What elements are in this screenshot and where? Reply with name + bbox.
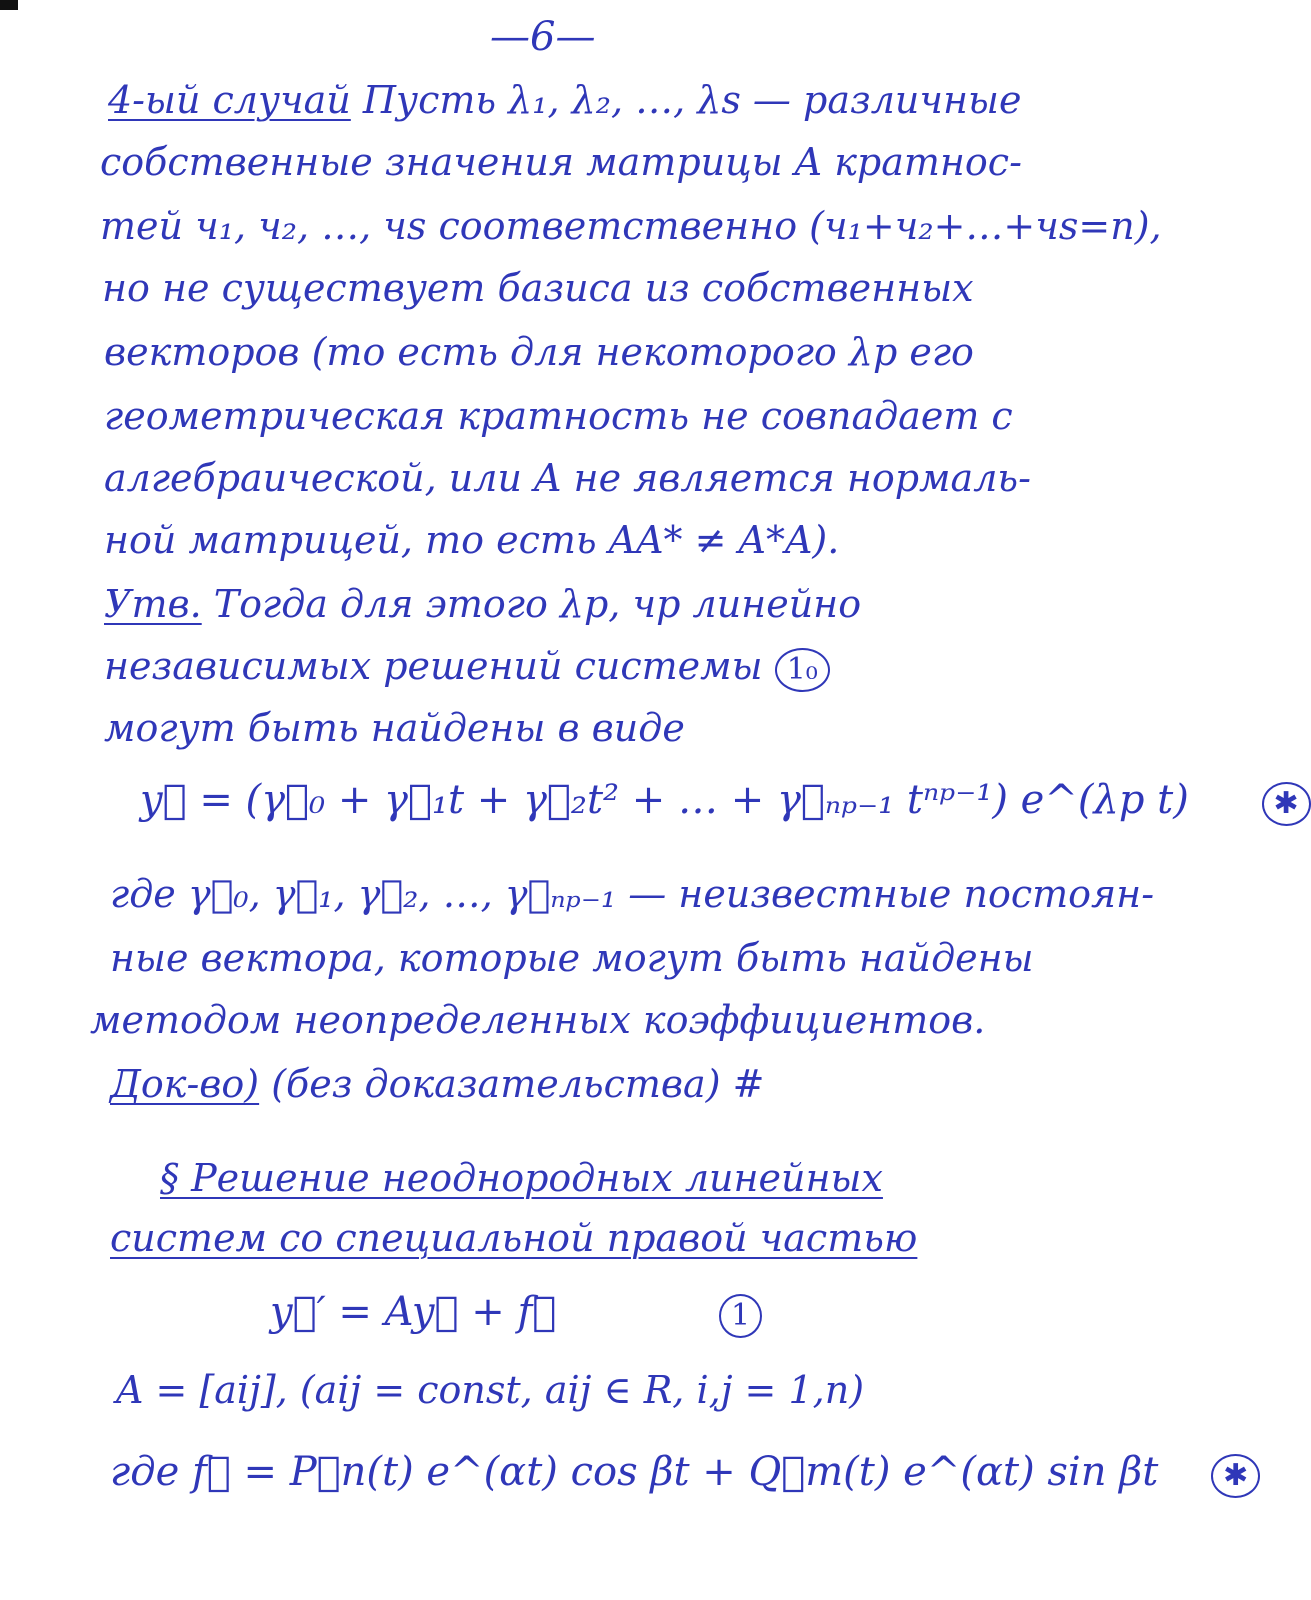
section-heading: § Решение неоднородных линейных xyxy=(160,1156,883,1200)
line-text: Пусть λ₁, λ₂, …, λs — различные xyxy=(350,78,1022,122)
line-text: методом неопределенных коэффициентов. xyxy=(90,998,986,1042)
section-heading: систем со специальной правой частью xyxy=(110,1216,918,1260)
line-7 xyxy=(104,456,1031,500)
line-15 xyxy=(90,998,985,1042)
equation-ref-circle: 1₀ xyxy=(775,648,830,692)
line-11 xyxy=(104,706,685,750)
line-text: ные вектора, которые могут быть найдены xyxy=(110,936,1034,980)
statement-label: Утв. xyxy=(104,582,202,626)
line-text: собственные значения матрицы A кратнос- xyxy=(100,140,1022,184)
line-10 xyxy=(104,644,830,692)
line-5 xyxy=(104,330,974,374)
star-mark: ✱ xyxy=(1211,1454,1260,1498)
line-text: геометрическая кратность не совпадает с xyxy=(104,394,1013,438)
line-6 xyxy=(104,394,1013,438)
proof-label: Док-во) xyxy=(110,1062,260,1106)
line-text: алгебраической, или A не является нормаль- xyxy=(104,456,1031,500)
formula-solution xyxy=(140,778,1311,826)
line-text: где γ⃗₀, γ⃗₁, γ⃗₂, …, γ⃗ₙₚ₋₁ — неизвестные постоян- xyxy=(110,872,1155,916)
formula-text: y⃗′ = Ay⃗ + f⃗ xyxy=(270,1289,557,1335)
line-3 xyxy=(100,204,1162,248)
page-number: —6— xyxy=(490,14,596,60)
section-title-1 xyxy=(160,1156,883,1200)
line-text: (без доказательства) # xyxy=(259,1062,765,1106)
line-text: Тогда для этого λp, чp линейно xyxy=(201,582,862,626)
line-text: A = [aij], (aij = const, aij ∈ R, i,j = 1,n) xyxy=(116,1368,865,1412)
line-text: могут быть найдены в виде xyxy=(104,706,685,750)
line-2 xyxy=(100,140,1022,184)
formula-text: где f⃗ = P⃗n(t) e^(αt) cos βt + Q⃗m(t) e^(αt) sin βt xyxy=(110,1449,1159,1495)
line-statement xyxy=(104,582,861,626)
formula-rhs xyxy=(110,1450,1260,1498)
line-text: векторов (то есть для некоторого λp его xyxy=(104,330,974,374)
case-heading: 4-ый случай xyxy=(108,78,351,122)
line-proof xyxy=(110,1062,764,1106)
line-14 xyxy=(110,936,1034,980)
formula-system xyxy=(270,1290,762,1338)
equation-ref-circle: 1 xyxy=(719,1294,762,1338)
line-case-4 xyxy=(108,78,1022,122)
section-title-2 xyxy=(110,1216,917,1260)
line-text: тей ч₁, ч₂, …, чs соответственно (ч₁+ч₂+…+чs=n), xyxy=(100,204,1162,248)
line-4 xyxy=(102,266,974,310)
formula-text: y⃗ = (γ⃗₀ + γ⃗₁t + γ⃗₂t² + … + γ⃗ₙₚ₋₁ tⁿᵖ⁻¹) e^(λp t) xyxy=(140,777,1189,823)
line-text: но не существует базиса из собственных xyxy=(102,266,974,310)
line-8 xyxy=(104,518,839,562)
line-text: независимых решений системы xyxy=(104,644,763,688)
star-mark: ✱ xyxy=(1262,782,1311,826)
line-matrix xyxy=(116,1368,864,1412)
line-13 xyxy=(110,872,1154,916)
line-text: ной матрицей, то есть AA* ≠ A*A). xyxy=(104,518,840,562)
